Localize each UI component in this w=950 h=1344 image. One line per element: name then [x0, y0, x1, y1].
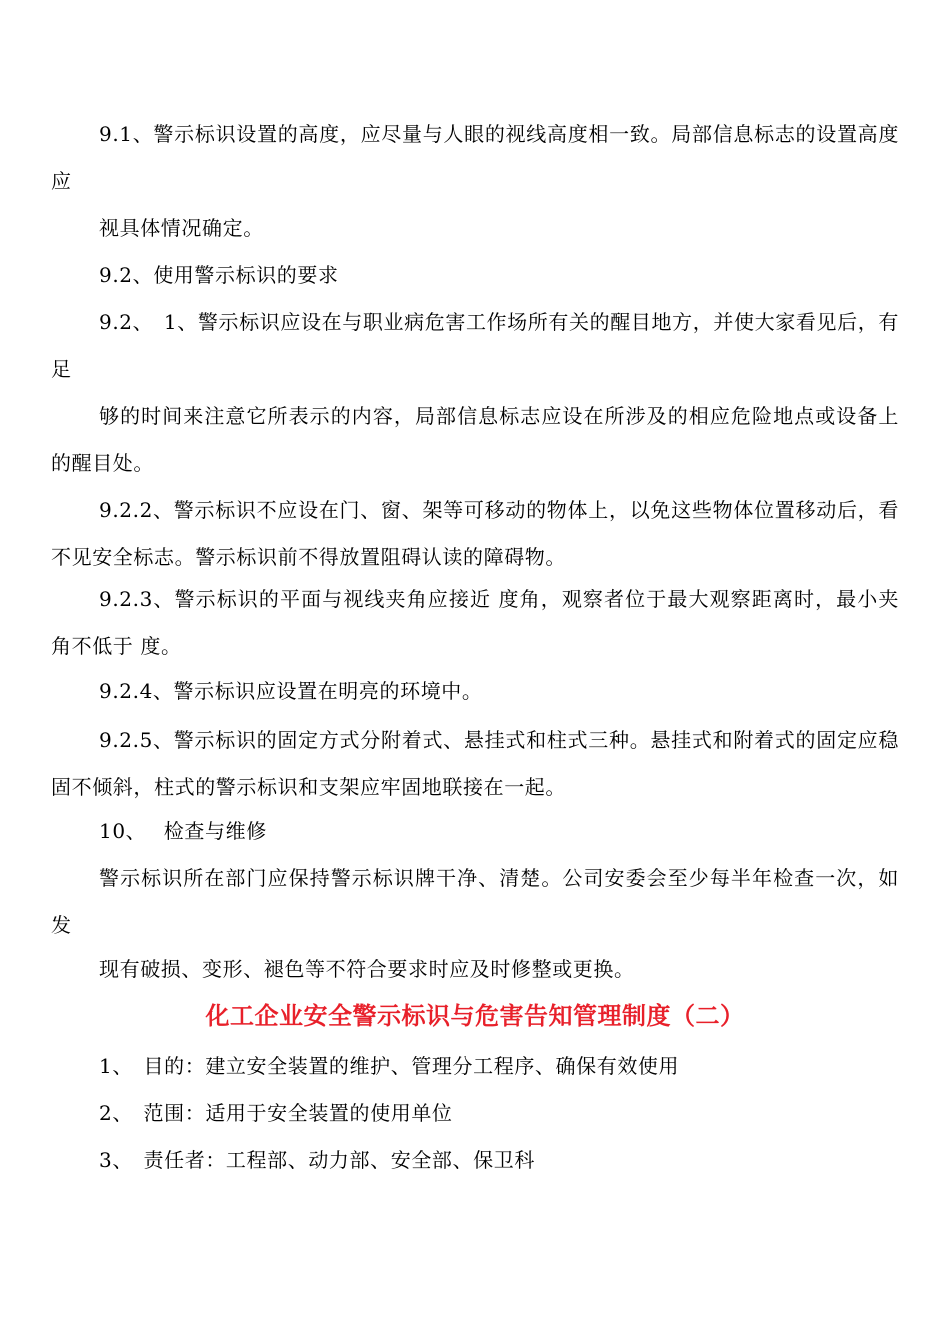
- paragraph-9-2-1-cont: 够的时间来注意它所表示的内容，局部信息标志应设在所涉及的相应危险地点或设备上的醒目处。: [51, 404, 899, 475]
- paragraph-9-2-4: 9.2.4、警示标识应设置在明亮的环境中。: [99, 679, 483, 703]
- paragraph-9-1: 9.1、警示标识设置的高度，应尽量与人眼的视线高度相一致。局部信息标志的设置高度应: [51, 122, 899, 193]
- paragraph-9-2: 9.2、使用警示标识的要求: [99, 263, 339, 287]
- paragraph-9-2-2: 9.2.2、警示标识不应设在门、窗、架等可移动的物体上，以免这些物体位置移动后，看不见安全标志。警示标识前不得放置阻碍认读的障碍物。: [51, 498, 899, 569]
- list-item-purpose: 1、 目的：建立安全装置的维护、管理分工程序、确保有效使用: [99, 1054, 680, 1078]
- list-item-scope: 2、 范围：适用于安全装置的使用单位: [99, 1101, 453, 1125]
- paragraph-9-2-3: 9.2.3、警示标识的平面与视线夹角应接近 度角，观察者位于最大观察距离时，最小夹角不低于 度。: [51, 587, 899, 658]
- paragraph-9-2-5: 9.2.5、警示标识的固定方式分附着式、悬挂式和柱式三种。悬挂式和附着式的固定应稳固不倾斜，柱式的警示标识和支架应牢固地联接在一起。: [51, 728, 899, 799]
- paragraph-10-body: 警示标识所在部门应保持警示标识牌干净、清楚。公司安委会至少每半年检查一次，如发: [51, 866, 899, 937]
- section-title: 化工企业安全警示标识与危害告知管理制度（二）: [205, 1001, 745, 1030]
- paragraph-9-2-1: 9.2、 1、警示标识应设在与职业病危害工作场所有关的醒目地方，并使大家看见后，有足: [51, 310, 899, 381]
- paragraph-10-body-cont: 现有破损、变形、褪色等不符合要求时应及时修整或更换。: [99, 957, 635, 981]
- paragraph-10: 10、 检查与维修: [99, 819, 267, 843]
- list-item-responsible: 3、 责任者：工程部、动力部、安全部、保卫科: [99, 1148, 535, 1172]
- paragraph-9-1-cont: 视具体情况确定。: [99, 216, 264, 240]
